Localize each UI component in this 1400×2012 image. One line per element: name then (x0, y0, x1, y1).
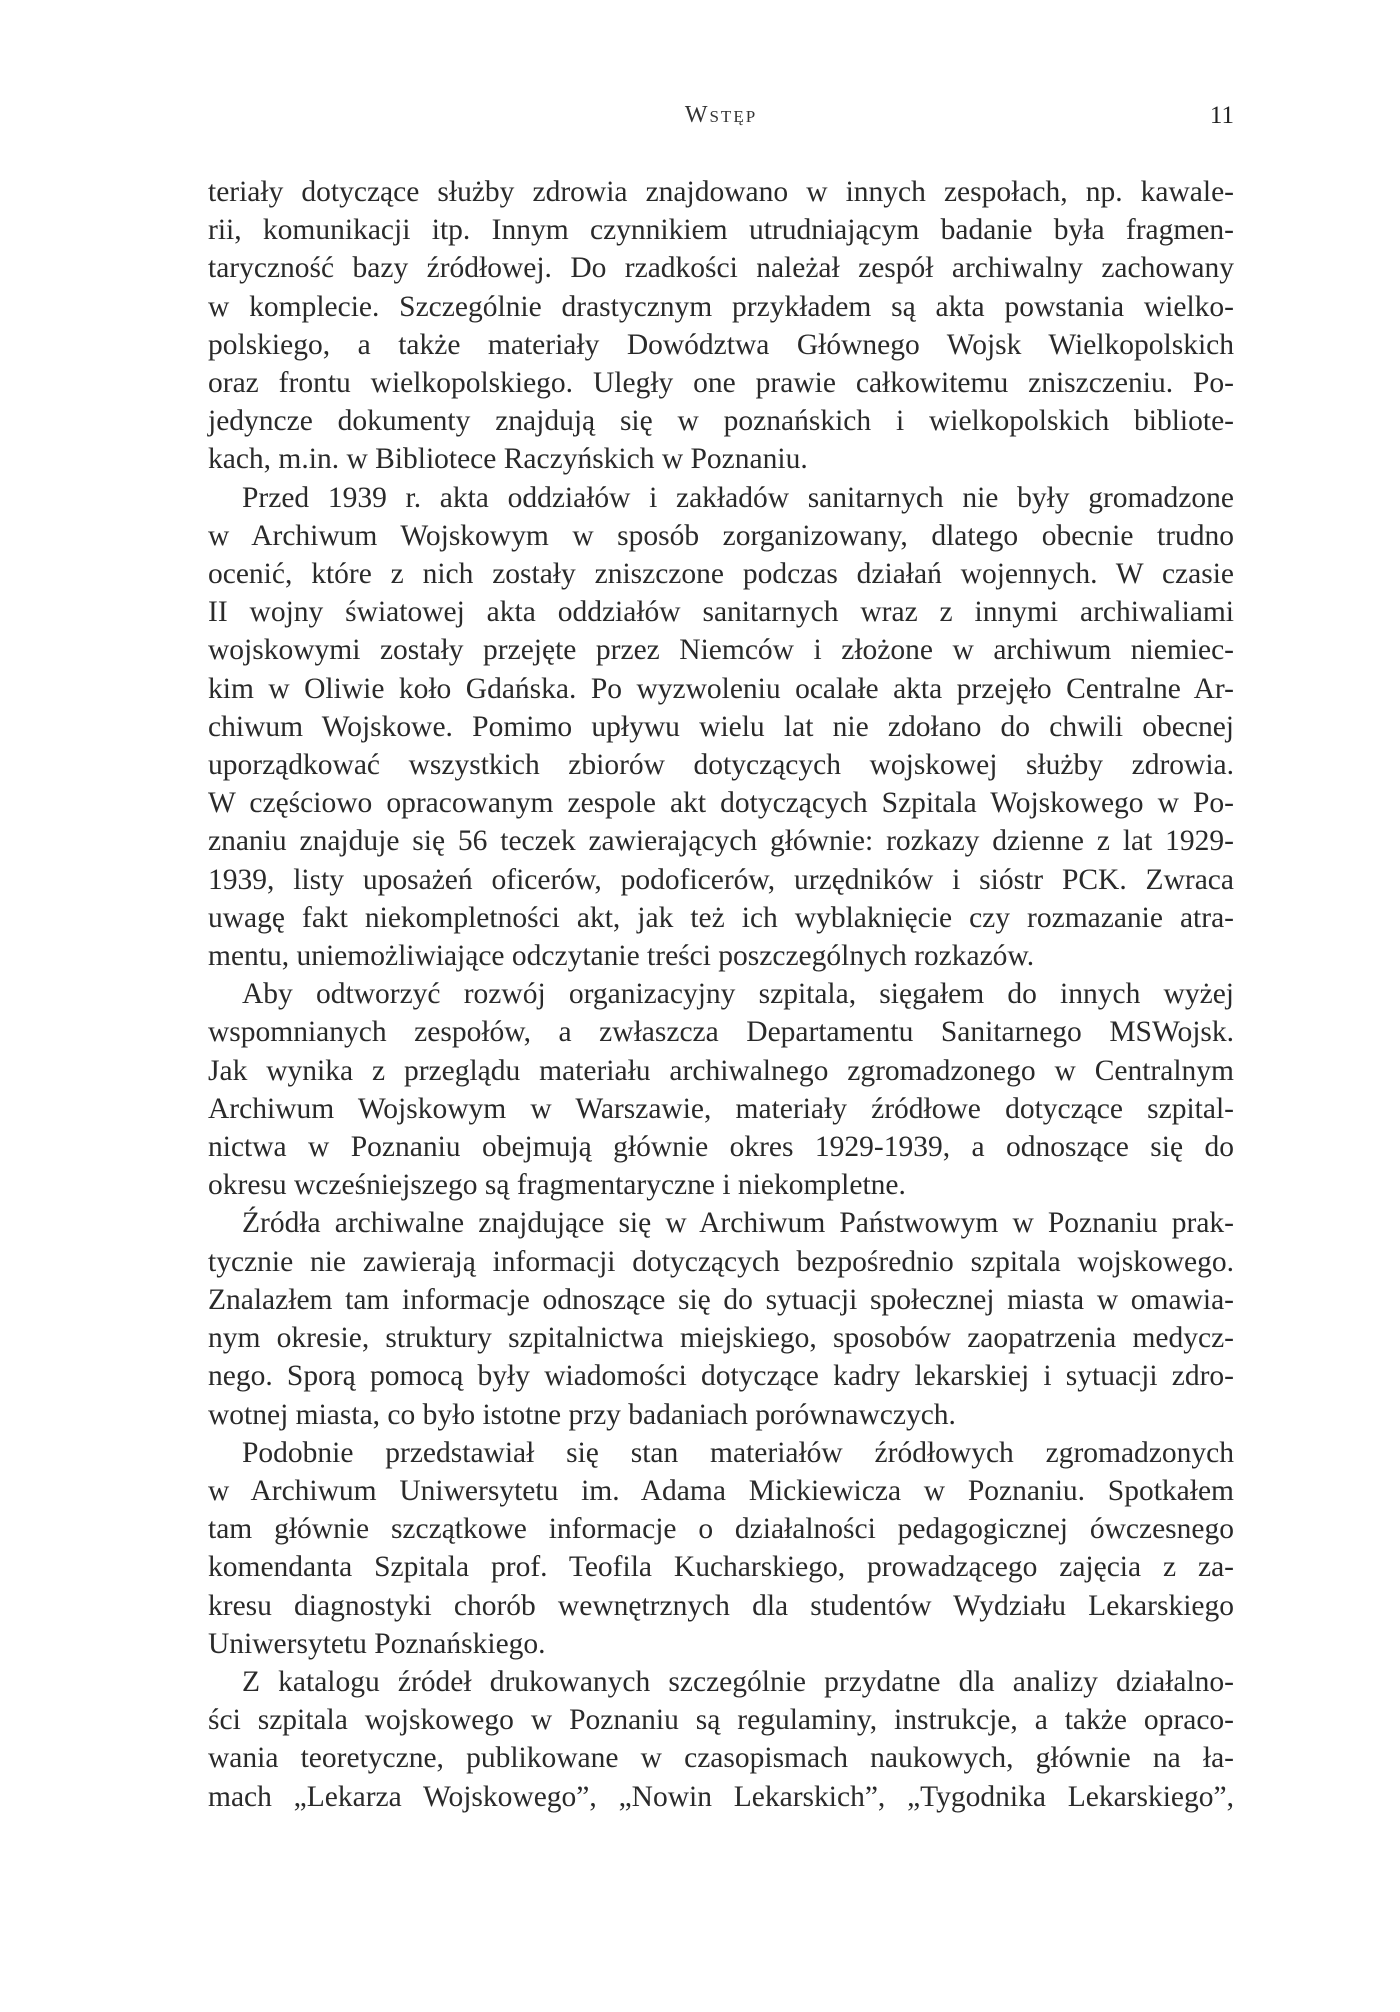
text-line: Podobnie przedstawiał się stan materiałów źródłowych zgromadzonych (242, 1436, 1234, 1469)
text-line: ocenić, które z nich zostały zniszczone podczas działań wojennych. W czasie (208, 558, 1234, 591)
text-line: rii, komunikacji itp. Innym czynnikiem utrudniającym badanie była fragmen- (208, 214, 1234, 247)
text-line: nym okresie, struktury szpitalnictwa miejskiego, sposobów zaopatrzenia medycz- (208, 1322, 1234, 1355)
body-text (208, 173, 1234, 1816)
text-line: 1939, listy uposażeń oficerów, podoficerów, urzędników i sióstr PCK. Zwraca (208, 863, 1234, 896)
text-line: mach „Lekarza Wojskowego”, „Nowin Lekarskich”, „Tygodnika Lekarskiego”, (208, 1780, 1234, 1813)
text-line: teriały dotyczące służby zdrowia znajdowano w innych zespołach, np. kawale- (208, 176, 1234, 208)
text-line: znaniu znajduje się 56 teczek zawierających głównie: rozkazy dzienne z lat 1929- (208, 825, 1234, 858)
text-line: Archiwum Wojskowym w Warszawie, materiały źródłowe dotyczące szpital- (208, 1092, 1234, 1125)
text-line: kim w Oliwie koło Gdańska. Po wyzwoleniu ocalałe akta przejęło Centralne Ar- (208, 672, 1234, 705)
text-line: mentu, uniemożliwiające odczytanie treści poszczególnych rozkazów. (208, 940, 1035, 973)
text-line: jedyncze dokumenty znajdują się w poznańskich i wielkopolskich bibliote- (208, 405, 1234, 438)
text-line: II wojny światowej akta oddziałów sanitarnych wraz z innymi archiwaliami (208, 596, 1234, 629)
text-line: W częściowo opracowanym zespole akt dotyczących Szpitala Wojskowego w Po- (208, 787, 1234, 820)
text-line: komendanta Szpitala prof. Teofila Kucharskiego, prowadzącego zajęcia z za- (208, 1551, 1234, 1584)
page-number: 11 (1209, 102, 1234, 129)
text-line: okresu wcześniejszego są fragmentaryczne i niekompletne. (208, 1169, 906, 1202)
text-line: oraz frontu wielkopolskiego. Uległy one prawie całkowitemu zniszczeniu. Po- (208, 367, 1234, 400)
text-line: nego. Sporą pomocą były wiadomości dotyczące kadry lekarskiej i sytuacji zdro- (208, 1360, 1234, 1393)
text-line: taryczność bazy źródłowej. Do rzadkości należał zespół archiwalny zachowany (208, 252, 1234, 285)
text-line: wojskowymi zostały przejęte przez Niemców i złożone w archiwum niemiec- (208, 634, 1234, 667)
text-line: polskiego, a także materiały Dowództwa Głównego Wojsk Wielkopolskich (208, 328, 1234, 361)
text-line: wania teoretyczne, publikowane w czasopismach naukowych, głównie na ła- (208, 1742, 1234, 1775)
text-line: w Archiwum Uniwersytetu im. Adama Mickiewicza w Poznaniu. Spotkałem (208, 1474, 1234, 1507)
text-line: chiwum Wojskowe. Pomimo upływu wielu lat nie zdołano do chwili obecnej (208, 710, 1234, 743)
text-line: tam głównie szczątkowe informacje o działalności pedagogicznej ówczesnego (208, 1513, 1234, 1546)
text-line: Jak wynika z przeglądu materiału archiwalnego zgromadzonego w Centralnym (208, 1054, 1234, 1087)
text-line: Przed 1939 r. akta oddziałów i zakładów sanitarnych nie były gromadzone (242, 481, 1234, 514)
text-line: uporządkować wszystkich zbiorów dotyczących wojskowej służby zdrowia. (208, 749, 1234, 782)
text-line: w komplecie. Szczególnie drastycznym przykładem są akta powstania wielko- (208, 290, 1234, 323)
text-line: wotnej miasta, co było istotne przy badaniach porównawczych. (208, 1398, 956, 1431)
text-line: ści szpitala wojskowego w Poznaniu są regulaminy, instrukcje, a także opraco- (208, 1704, 1234, 1737)
text-line: wspomnianych zespołów, a zwłaszcza Departamentu Sanitarnego MSWojsk. (208, 1016, 1234, 1049)
text-line: uwagę fakt niekompletności akt, jak też ich wyblaknięcie czy rozmazanie atra- (208, 901, 1234, 934)
text-line: nictwa w Poznaniu obejmują głównie okres 1929-1939, a odnoszące się do (208, 1131, 1234, 1164)
text-line: Z katalogu źródeł drukowanych szczególnie przydatne dla analizy działalno- (242, 1665, 1234, 1698)
text-line: Aby odtworzyć rozwój organizacyjny szpitala, sięgałem do innych wyżej (242, 978, 1234, 1011)
text-line: kresu diagnostyki chorób wewnętrznych dla studentów Wydziału Lekarskiego (208, 1589, 1234, 1622)
text-line: w Archiwum Wojskowym w sposób zorganizowany, dlatego obecnie trudno (208, 519, 1234, 552)
text-line: Uniwersytetu Poznańskiego. (208, 1627, 546, 1660)
text-line: Znalazłem tam informacje odnoszące się do sytuacji społecznej miasta w omawia- (208, 1283, 1234, 1316)
text-line: kach, m.in. w Bibliotece Raczyńskich w Poznaniu. (208, 443, 808, 476)
running-title: Wstęp (684, 102, 758, 128)
text-line: tycznie nie zawierają informacji dotyczących bezpośrednio szpitala wojskowego. (208, 1245, 1234, 1278)
text-line: Źródła archiwalne znajdujące się w Archiwum Państwowym w Poznaniu prak- (242, 1207, 1234, 1240)
running-head (208, 102, 1234, 136)
